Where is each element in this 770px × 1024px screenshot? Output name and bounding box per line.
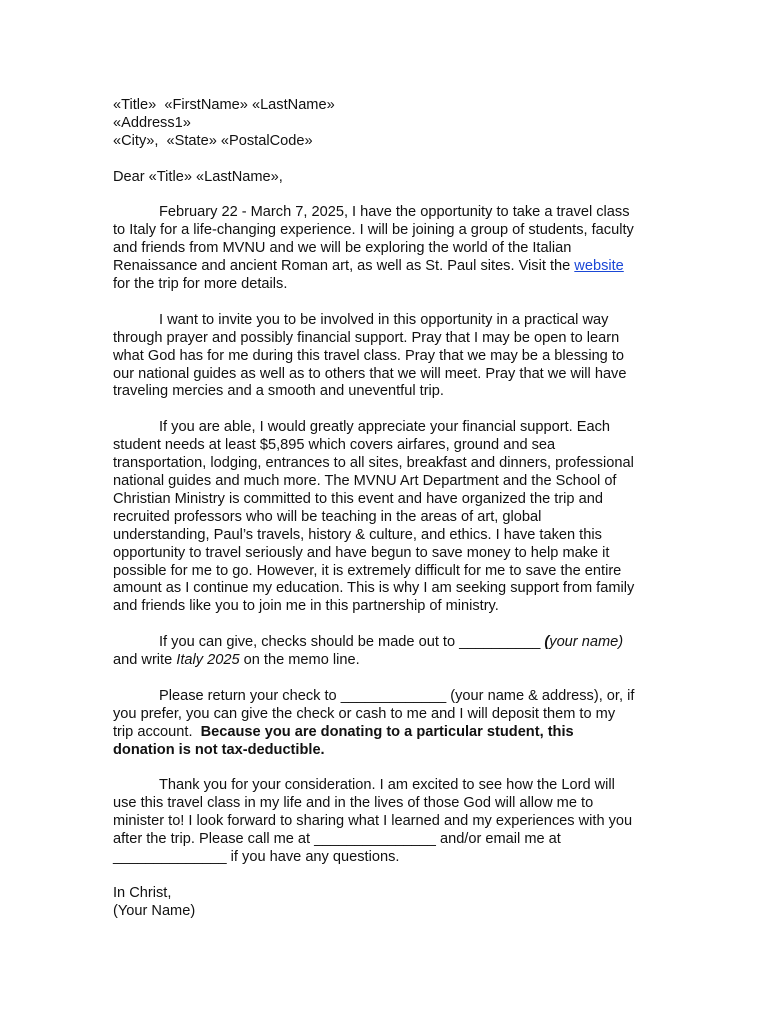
paragraph-return-check — [113, 688, 658, 760]
paragraph-line: and friends like you to join me in this partnership of ministry. — [113, 598, 499, 615]
address-line-name: «Title» «FirstName» «LastName» — [113, 97, 335, 113]
paragraph-line: ______________ if you have any questions. — [113, 848, 400, 865]
paragraph-line: understanding, Paul’s travels, history & culture, and ethics. I have taken this — [113, 526, 602, 543]
paragraph-line: national guides and much more. The MVNU Art Department and the School of — [113, 472, 617, 489]
spacer — [113, 759, 658, 777]
paragraph-prayer — [113, 312, 658, 402]
paragraph-line: for the trip for more details. — [113, 276, 288, 293]
paragraph-line: I want to invite you to be involved in this opportunity in a practical way — [159, 311, 609, 328]
paragraph-line: Please return your check to _____________ (your name & address), or, if — [159, 687, 635, 704]
paragraph-financial-support — [113, 419, 658, 616]
closing — [113, 885, 658, 921]
salutation: Dear «Title» «LastName», — [113, 168, 283, 185]
paragraph-line: use this travel class in my life and in the lives of those God will allow me to — [113, 795, 594, 812]
paragraph-line: If you are able, I would greatly appreciate your financial support. Each — [159, 419, 611, 436]
paragraph-line: Christian Ministry is committed to this event and have organized the trip and — [113, 490, 603, 507]
paragraph-line: and friends from MVNU and we will be exploring the world of the Italian — [113, 240, 572, 257]
paragraph-line: transportation, lodging, entrances to all sites, breakfast and dinners, professional — [113, 455, 634, 472]
paragraph-line: after the trip. Please call me at _______________ and/or email me at — [113, 831, 561, 848]
address-line-city: «City», «State» «PostalCode» — [113, 132, 313, 149]
closing-line: In Christ, — [113, 884, 172, 901]
website-link[interactable]: website — [574, 258, 624, 275]
paragraph-line — [113, 652, 658, 670]
paragraph-line: Thank you for your consideration. I am excited to see how the Lord will — [159, 777, 615, 794]
paragraph-text: Renaissance and ancient Roman art, as well as St. Paul sites. Visit the — [113, 258, 575, 275]
paragraph-line — [113, 258, 658, 276]
paragraph-line: our national guides as well as to others that we will meet. Pray that we will have — [113, 365, 627, 382]
spacer — [113, 294, 658, 312]
paragraph-line: what God has for me during this travel class. Pray that we may be a blessing to — [113, 347, 625, 364]
paragraph-line: possible for me to go. However, it is extremely difficult for me to save the entire — [113, 562, 622, 579]
paragraph-text: If you can give, checks should be made out to __________ — [159, 634, 545, 651]
spacer — [113, 401, 658, 419]
spacer — [113, 187, 658, 205]
paragraph-line: recruited professors who will be teaching in the areas of art, global — [113, 508, 542, 525]
paragraph-line: opportunity to travel seriously and have begun to save money to help make it — [113, 544, 610, 561]
paragraph-line: you prefer, you can give the check or cash to me and I will deposit them to my — [113, 705, 616, 722]
spacer — [113, 867, 658, 885]
address-line-street: «Address1» — [113, 114, 191, 131]
paren-mark: ( — [544, 634, 550, 651]
paragraph-line: through prayer and possibly financial support. Pray that I may be open to learn — [113, 329, 620, 346]
spacer — [113, 151, 658, 169]
paragraph-line: amount as I continue my education. This is why I am seeking support from family — [113, 580, 635, 597]
paragraph-line: student needs at least $5,895 which covers airfares, ground and sea — [113, 437, 556, 454]
paragraph-line: minister to! I look forward to sharing what I learned and my experiences with you — [113, 813, 633, 830]
recipient-address — [113, 97, 658, 151]
paragraph-text: and write — [113, 652, 177, 669]
tax-notice-line: donation is not tax-deductible. — [113, 741, 325, 758]
spacer — [113, 670, 658, 688]
signature-name: (Your Name) — [113, 902, 196, 919]
memo-text: Italy 2025 — [176, 652, 240, 669]
paragraph-text: trip account. — [113, 723, 201, 740]
paragraph-text: on the memo line. — [239, 652, 360, 669]
tax-notice-text: Because you are donating to a particular student, this — [200, 723, 574, 740]
paragraph-line: February 22 - March 7, 2025, I have the opportunity to take a travel class — [159, 204, 630, 221]
paragraph-thanks — [113, 777, 658, 867]
paragraph-check-payee — [113, 634, 658, 670]
paragraph-line — [113, 634, 658, 652]
paragraph-line: to Italy for a life-changing experience. I will be joining a group of students, faculty — [113, 222, 634, 239]
paragraph-line: traveling mercies and a smooth and uneventful trip. — [113, 383, 444, 400]
paragraph-line — [113, 724, 658, 742]
paragraph-trip-intro — [113, 204, 658, 294]
italic-text: your name) — [549, 634, 624, 651]
letter-body — [113, 97, 658, 921]
spacer — [113, 616, 658, 634]
